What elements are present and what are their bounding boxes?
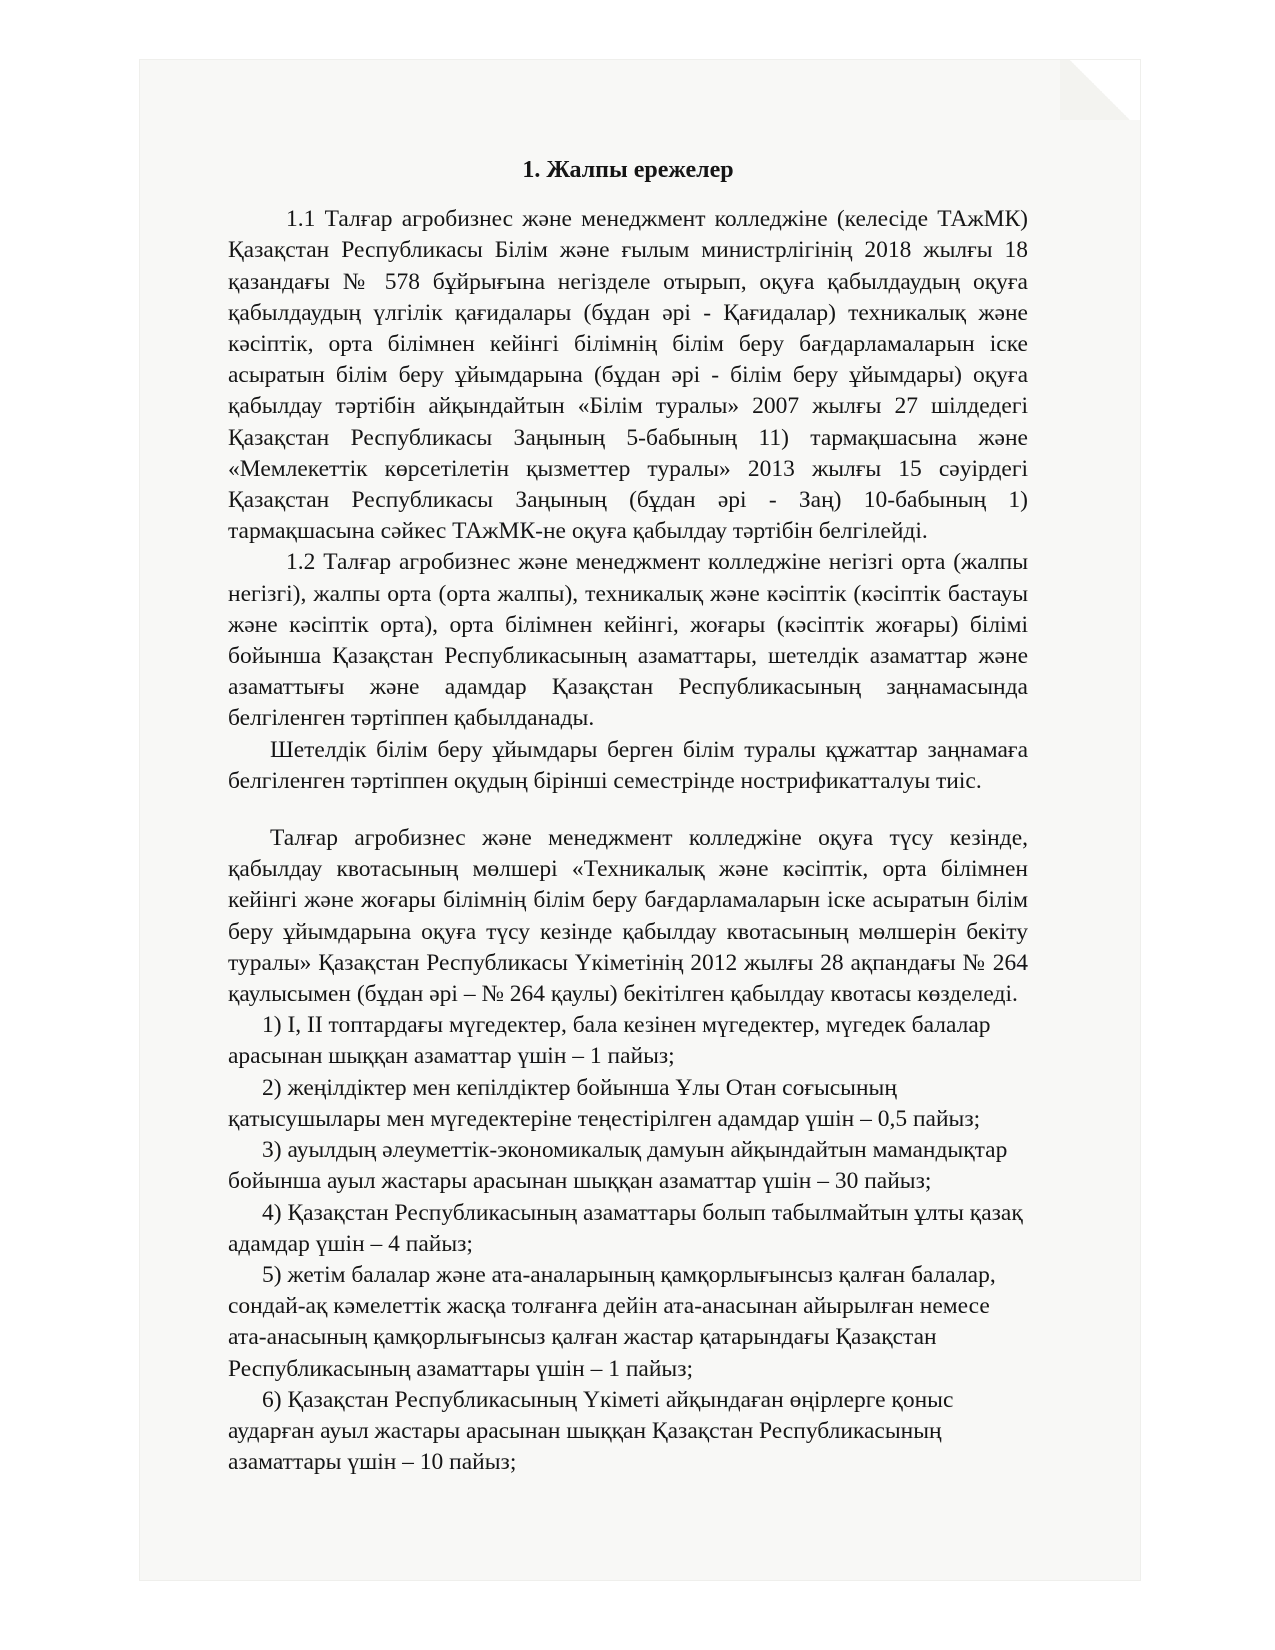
paragraph-quota: Талғар агробизнес және менеджмент колледжіне оқуға түсу кезінде, қабылдау квотасының мөлшері «Техникалық және кәсіптік, орта білімнен кейінгі және жоғары білімнің білім беру бағдарламаларын іске асыратын білім беру ұйымдарына оқуға түсу кезінде қабылдау квотасының мөлшерін бекіту туралы» Қазақстан Республикасы Үкіметінің 2012 жылғы 28 ақпандағы № 264 қаулысымен (бұдан әрі – № 264 қаулы) бекітілген қабылдау квотасы көзделеді. bbox=[228, 825, 1028, 1008]
paper-corner bbox=[1060, 60, 1140, 120]
paragraph-1-2: 1.2 Талғар агробизнес және менеджмент колледжіне негізгі орта (жалпы негізгі), жалпы орта (орта жалпы), техникалық және кәсіптік (кәсіптік бастауы және кәсіптік орта), орта білімнен кейінгі, жоғары (кәсіптік жоғары) білімі бойынша Қазақстан Республикасының азаматтары, шетелдік азаматтар және азаматтығы және адамдар Қазақстан Республикасының заңнамасында белгіленген тәртіппен қабылданады. bbox=[228, 549, 1028, 732]
section-title: 1. Жалпы ережелер bbox=[522, 157, 734, 183]
quota-item-5: 5) жетім балалар және ата-аналарының қамқорлығынсыз қалған балалар, сондай-ақ кәмелеттік жасқа толғанға дейін ата-анасынан айырылған немесе ата-анасының қамқорлығынсыз қалған жастар қатарындағы Қазақстан Республикасының азаматтары үшін – 1 пайыз; bbox=[228, 1261, 996, 1382]
quota-item-3: 3) ауылдың әлеуметтік-экономикалық дамуын айқындайтын мамандықтар бойынша ауыл жастары арасынан шыққан азаматтар үшін – 30 пайыз; bbox=[228, 1137, 1008, 1195]
quota-item-4: 4) Қазақстан Республикасының азаматтары болып табылмайтын ұлты қазақ адамдар үшін – 4 пайыз; bbox=[228, 1199, 1023, 1257]
document-body bbox=[228, 155, 1028, 1478]
quota-item-1: 1) I, II топтардағы мүгедектер, бала кезінен мүгедектер, мүгедек балалар арасынан шыққан азаматтар үшін – 1 пайыз; bbox=[228, 1012, 991, 1070]
paragraph-gap bbox=[228, 797, 1028, 823]
paragraph-1-1: 1.1 Талғар агробизнес және менеджмент колледжіне (келесіде ТАжМК) Қазақстан Республикасы Білім және ғылым министрлігінің 2018 жылғы 18 қазандағы № 578 бұйрығына негізделе отырып, оқуға қабылдаудың оқуға қабылдаудың үлгілік қағидалары (бұдан әрі - Қағидалар) техникалық және кәсіптік, орта білімнен кейінгі білімнің білім беру бағдарламаларын іске асыратын білім беру ұйымдарына (бұдан әрі - білім беру ұйымдары) оқуға қабылдау тәртібін айқындайтын «Білім туралы» 2007 жылғы 27 шілдедегі Қазақстан Республикасы Заңының 5-бабының 11) тармақшасына және «Мемлекеттік көрсетілетін қызметтер туралы» 2013 жылғы 15 сәуірдегі Қазақстан Республикасы Заңының (бұдан әрі - Заң) 10-бабының 1) тармақшасына сәйкес ТАжМК-не оқуға қабылдау тәртібін белгілейді. bbox=[228, 206, 1028, 545]
paragraph-nostrification: Шетелдік білім беру ұйымдары берген білім туралы құжаттар заңнамаға белгіленген тәртіппен оқудың бірінші семестрінде нострификатталуы тиіс. bbox=[228, 736, 1028, 794]
quota-item-2: 2) жеңілдіктер мен кепілдіктер бойынша Ұлы Отан соғысының қатысушылары мен мүгедектеріне теңестірілген адамдар үшін – 0,5 пайыз; bbox=[228, 1074, 981, 1132]
quota-item-6: 6) Қазақстан Республикасының Үкіметі айқындаған өңірлерге қоныс аударған ауыл жастары арасынан шыққан Қазақстан Республикасының азаматтары үшін – 10 пайыз; bbox=[228, 1386, 954, 1476]
